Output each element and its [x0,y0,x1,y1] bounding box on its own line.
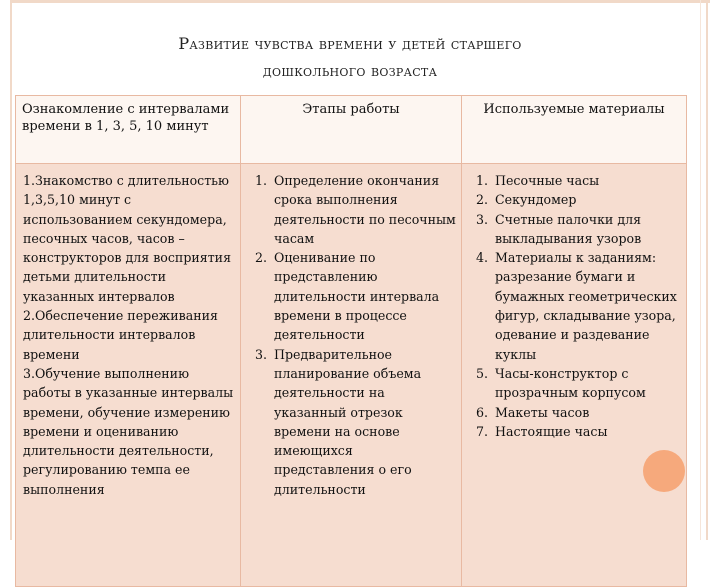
intervals-cell [16,164,241,587]
stages-list [241,164,461,499]
interval-item: 3.Обучение выполнению работы в указанные интервалы времени, обучение измерению времени и оцениванию длительности деятельности, регулированию темпа ее выполнения [23,365,234,497]
title-line-1: Развитие чувства времени у детей старшего [178,34,522,53]
stage-item: 1. Определение окончания срока выполнения деятельности по песочным часам [271,171,457,248]
material-item: 4. Материалы к заданиям: разрезание бумаги и бумажных геометрических фигур, складывание узора, одевание и раздевание куклы [492,248,682,364]
slide-left-border [10,0,12,540]
material-item: 5. Часы-конструктор с прозрачным корпусом [492,364,682,403]
interval-item: 1.Знакомство с длительностью 1,3,5,10 минут с использованием секундомера, песочных часов, часов – конструкторов для восприятия детьми длительности указанных интервалов [23,173,232,304]
stage-item: 3. Предварительное планирование объема деятельности на указанный отрезок времени на основе имеющихся представления о его длительности [271,345,457,499]
interval-item: 2.Обеспечение переживания длительности интервалов времени [23,308,218,362]
header-intervals: Ознакомление с интервалами времени в 1, 3, 5, 10 минут [16,96,241,164]
table-header-row [16,96,687,164]
header-stages: Этапы работы [241,96,462,164]
material-item: 6. Макеты часов [492,403,682,422]
stages-cell [241,164,462,587]
slide-right-inner-border [700,0,701,540]
slide-right-border [706,0,708,540]
material-item: 7. Настоящие часы [492,422,682,441]
header-materials: Используемые материалы [462,96,687,164]
slide-top-border [10,0,710,3]
content-table [15,95,687,587]
decorative-circle [643,450,685,492]
title-line-2: дошкольного возраста [262,61,438,80]
table-body-row [16,164,687,587]
materials-list [462,164,686,441]
stage-item: 2. Оценивание по представлению длительности интервала времени в процессе деятельности [271,248,457,344]
material-item: 1. Песочные часы [492,171,682,190]
material-item: 3. Счетные палочки для выкладывания узоров [492,210,682,249]
materials-cell [462,164,687,587]
material-item: 2. Секундомер [492,190,682,209]
page-title [40,30,660,84]
